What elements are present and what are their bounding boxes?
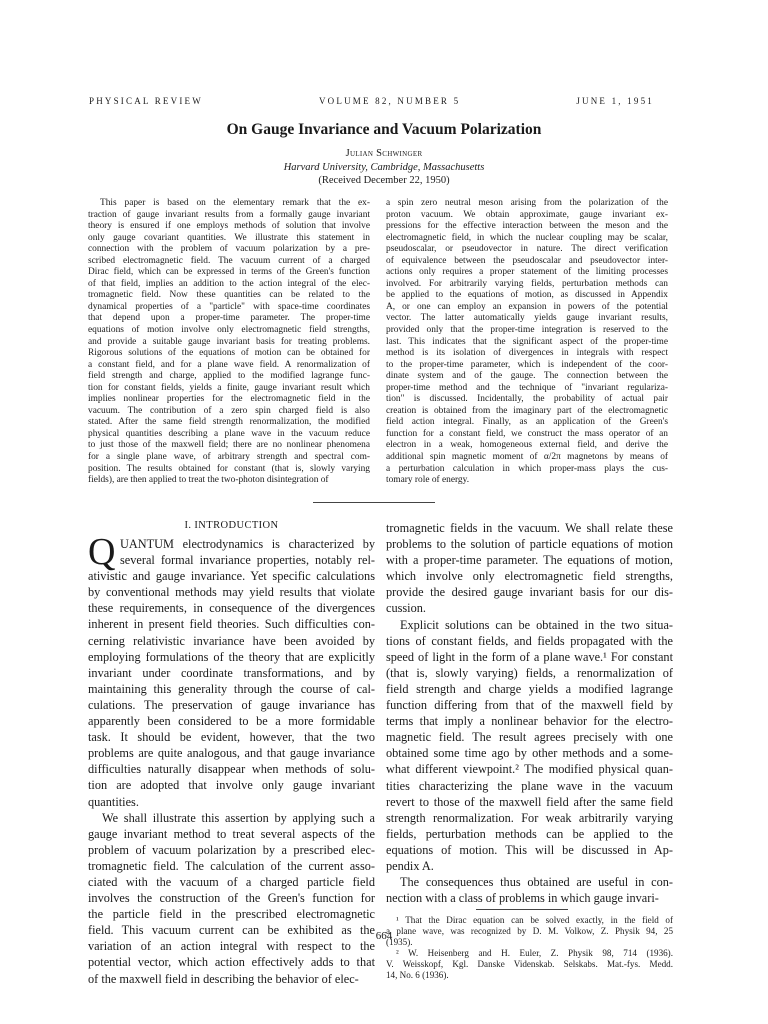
text-line: invariant under coordinate transformations, and by	[88, 665, 375, 680]
abstract-line: stated. After the same field strength renormalization, the modified	[88, 417, 370, 428]
abstract-line: dinate system and of the gauge. The connection between the	[386, 371, 668, 382]
text-line: terms that imply a nonlinear behavior for the electro-	[386, 714, 673, 729]
text-line: equations of motion. This will be discussed in Ap-	[386, 842, 673, 857]
footnote-2	[386, 948, 673, 981]
abstract-line: A, or one can employ an expansion in powers of the potential	[386, 301, 668, 312]
abstract-line: last. This indicates that the significant aspect of the proper-time	[386, 336, 668, 347]
abstract-line: of that field, implies an addition to the action integral of the elec-	[88, 278, 370, 289]
right-paragraph-3	[386, 874, 673, 906]
text-line: field strength and charge yields a modified lagrange	[386, 681, 673, 696]
abstract-right-column	[386, 198, 668, 487]
text-line: problems to the solution of particle equations of motion	[386, 537, 673, 552]
text-line: tromagnetic field. The calculation of the current asso-	[88, 858, 375, 873]
text-line: Explicit solutions can be obtained in the two situa-	[400, 617, 673, 632]
text-line: potential vector, which action effectively adds to that	[88, 955, 375, 970]
text-line: apparently been considered to be a more formidable	[88, 714, 375, 729]
abstract-line: additional spin magnetic moment of α/2π magnetons by means of	[386, 452, 668, 463]
text-line: the particle field in the prescribed electromagnetic	[88, 907, 375, 922]
intro-paragraph-2	[88, 810, 375, 987]
text-line: inherent in present field theories. Such difficulties con-	[88, 617, 375, 632]
abstract-line: only gauge covariant quantities. We illustrate this statement in	[88, 232, 370, 243]
abstract-line: to the proper-time parameter, which is independent of the coor-	[386, 359, 668, 370]
text-line: field. This vacuum current can be exhibited as the	[88, 923, 375, 938]
author-name: Julian Schwinger	[345, 148, 423, 159]
text-line: several formal invariance properties, notably rel-	[120, 553, 375, 568]
text-line: tromagnetic fields in the vacuum. We shall relate these	[386, 521, 673, 535]
text-line: fields, perturbation methods can be applied to the	[386, 826, 673, 841]
abstract-line: vector. The latter automatically yields gauge invariant results,	[386, 313, 668, 324]
text-line: pendix A.	[386, 858, 434, 873]
text-line: strength renormalization. For weak arbitrarily varying	[386, 810, 673, 825]
text-line: V. Weisskopf, Kgl. Danske Videnskab. Selskabs. Mat.-fys. Medd.	[386, 959, 673, 970]
abstract-line: proton vacuum. We obtain approximate, gauge invariant ex-	[386, 209, 668, 220]
text-line: nection with a class of problems in which gauge invari-	[386, 891, 659, 906]
right-paragraph-2	[386, 617, 673, 875]
body-left-column	[88, 518, 375, 987]
abstract-line: position. The results obtained for constant (that is, slowly varying	[88, 463, 370, 474]
abstract-line: a constant field, and for a plane wave field. A renormalization of	[88, 359, 370, 370]
text-line: ativistic and gauge invariance. Yet specific calculations	[88, 569, 375, 584]
abstract-left-column	[88, 198, 370, 487]
text-line: (that is, slowly varying) fields, a renormalization of	[386, 665, 673, 680]
text-line: variation of an action integral with respect to the	[88, 939, 375, 954]
text-line: (1935).	[386, 937, 413, 948]
abstract-line: function for a constant field, we construct the mass operator of an	[386, 428, 668, 439]
right-paragraph-1	[386, 520, 673, 617]
section-heading: I. INTRODUCTION	[184, 520, 279, 531]
abstract-line: be applied to the equations of motion, as discussed in Appendix	[386, 290, 668, 301]
text-line: cussion.	[386, 601, 426, 616]
abstract-line: creation is obtained from the imaginary part of the electromagnetic	[386, 405, 668, 416]
text-line: ¹ That the Dirac equation can be solved exactly, in the field of	[396, 915, 673, 926]
text-line: tion are adopted that involve only gauge invariant	[88, 778, 375, 793]
volume-number: VOLUME 82, NUMBER 5	[318, 96, 461, 106]
abstract-line: to just those of the maxwell field; there are no nonlinear phenomena	[88, 440, 370, 451]
author-affiliation: Harvard University, Cambridge, Massachusetts	[283, 161, 485, 173]
abstract-line: electromagnetic field, in which the nuclear coupling may be scalar,	[386, 232, 668, 243]
article-title: On Gauge Invariance and Vacuum Polarization	[226, 121, 542, 138]
abstract-line: connection with the problem of vacuum polarization by a pre-	[88, 244, 370, 255]
abstract-line: tomary role of energy.	[386, 475, 470, 486]
abstract-line: a perturbation calculation in which proper-mass plays the cus-	[386, 463, 668, 474]
text-line: revert to those of the maxwell field after the same field	[386, 794, 673, 809]
abstract-line: provided only that the proper-time integration is reserved to the	[386, 325, 668, 336]
abstract-line: a spin zero neutral meson arising from the polarization of the	[386, 198, 668, 208]
abstract-line: Dirac field, which can be expressed in terms of the Green's function	[88, 267, 370, 278]
byline	[0, 147, 768, 188]
text-line: 14, No. 6 (1936).	[386, 970, 449, 981]
text-line: problem of vacuum polarization by a prescribed elec-	[88, 842, 375, 857]
text-line: what different viewpoint.² The modified physical quan-	[386, 762, 673, 777]
footnote-divider	[476, 909, 568, 910]
abstract-line: of equivalence between the pseudoscalar and pseudovector inter-	[386, 255, 668, 266]
abstract-line: equations of motion involve only electromagnetic field strengths,	[88, 325, 370, 336]
text-line: ciated with the vacuum of a charged particle field	[88, 874, 375, 889]
abstract-line: scribed electromagnetic field. The vacuum current of a charged	[88, 255, 370, 266]
abstract-line: field action integral. Finally, as an application of the Green's	[386, 417, 668, 428]
abstract-line: field strength and charge, applied to the modified lagrange func-	[88, 371, 370, 382]
text-line: quantities.	[88, 794, 139, 809]
text-line: employing formulations of the theory that are explicitly	[88, 649, 375, 664]
text-line: difficulties naturally disappear when methods of solu-	[88, 762, 375, 777]
abstract-line: actions only requires a proper statement of the limiting processes	[386, 267, 668, 278]
text-line: The consequences thus obtained are useful in con-	[400, 875, 673, 890]
text-line: culations. The preservation of gauge invariance has	[88, 697, 375, 712]
page-number: 664	[375, 930, 393, 942]
text-line: magnetic field. The result agrees precisely with one	[386, 730, 673, 745]
abstract-line: pseudoscalar, or pseudovector in nature. The direct verification	[386, 244, 668, 255]
text-line: function differing from that of the maxwell field by	[386, 698, 673, 713]
received-date: (Received December 22, 1950)	[318, 175, 450, 186]
text-line: problems are quite analogous, and that gauge invariance	[88, 746, 375, 761]
text-line: ² W. Heisenberg and H. Euler, Z. Physik 98, 714 (1936).	[396, 948, 673, 959]
abstract-line: Rigorous solutions of the equations of motion can be obtained for	[88, 348, 370, 359]
abstract-line: vacuum. The contribution of a zero spin charged field is also	[88, 405, 370, 416]
abstract-line: electron in a weak, homogeneous external field, and derive the	[386, 440, 668, 451]
journal-name: PHYSICAL REVIEW	[89, 96, 203, 106]
abstract-line: implies nonlinear properties for the electromagnetic field in the	[88, 394, 370, 405]
issue-date: JUNE 1, 1951	[576, 96, 654, 106]
text-line: a plane wave, was recognized by D. M. Volkow, Z. Physik 94, 25	[386, 926, 673, 937]
text-line: cerning relativistic invariance have been avoided by	[88, 633, 375, 648]
abstract-line: This paper is based on the elementary remark that the ex-	[100, 198, 370, 208]
abstract-line: method is its isolation of divergences in integrals with respect	[386, 348, 668, 359]
text-line: speed of light in the form of a plane wave.¹ For constant	[386, 649, 673, 664]
text-line: maintaining this generality through the course of cal-	[88, 681, 375, 696]
abstract-line: theory is ensured if one employs methods of solution that involve	[88, 221, 370, 232]
text-line: We shall illustrate this assertion by applying such a	[102, 810, 375, 825]
body-right-column	[386, 520, 673, 981]
abstract-line: traction of gauge invariant results from a formally gauge invariant	[88, 209, 370, 220]
text-line: tions of constant fields, and fields propagated with the	[386, 633, 673, 648]
text-line: task. It should be evident, however, that the two	[88, 730, 375, 745]
text-line: these requirements, in consequence of the divergences	[88, 601, 375, 616]
abstract-line: fields), are then applied to treat the two-photon disintegration of	[88, 475, 329, 486]
abstract-line: proper-time method and the technique of "invariant regulariza-	[386, 382, 668, 393]
text-line: involves the construction of the Green's function for	[88, 891, 375, 906]
abstract-divider	[313, 502, 435, 503]
text-line: UANTUM electrodynamics is characterized by	[120, 537, 375, 551]
text-line: by conventional methods may yield results that violate	[88, 585, 375, 600]
abstract-line: that depend upon a proper-time parameter. The proper-time	[88, 313, 370, 324]
abstract-line: pressions for the effective interaction between the meson and the	[386, 221, 668, 232]
abstract-line: involved. For arbitrarily varying fields, perturbation methods can	[386, 278, 668, 289]
text-line: which involve only electromagnetic field strengths,	[386, 569, 673, 584]
abstract-line: physical quantities describing a plane wave in the vacuum reduce	[88, 428, 370, 439]
abstract-line: tion for constant fields, yields a finite, gauge invariant result which	[88, 382, 370, 393]
text-line: of the maxwell field in describing the behavior of elec-	[88, 971, 359, 986]
text-line: gauge invariant method to treat several aspects of the	[88, 826, 375, 841]
text-line: tities characterizing the plane wave in the vacuum	[386, 778, 673, 793]
intro-paragraph-1	[88, 531, 375, 810]
abstract-line: tromagnetic field. Now these quantities can be related to the	[88, 290, 370, 301]
abstract-line: and provide a suitable gauge invariant basis for treating problems.	[88, 336, 370, 347]
abstract-line: for a single plane wave, of arbitrary strength and spectral com-	[88, 452, 370, 463]
text-line: provide the desired gauge invariant basis for our dis-	[386, 585, 673, 600]
abstract-line: dynamical properties of a "particle" with space-time coordinates	[88, 301, 370, 312]
text-line: with a proper-time parameter. The equations of motion,	[386, 553, 673, 568]
drop-cap: Q	[88, 531, 116, 573]
abstract-line: tion" is discussed. Incidentally, the probability of actual pair	[386, 394, 668, 405]
text-line: obtained some time ago by other methods and a some-	[386, 746, 673, 761]
running-head	[89, 96, 654, 106]
